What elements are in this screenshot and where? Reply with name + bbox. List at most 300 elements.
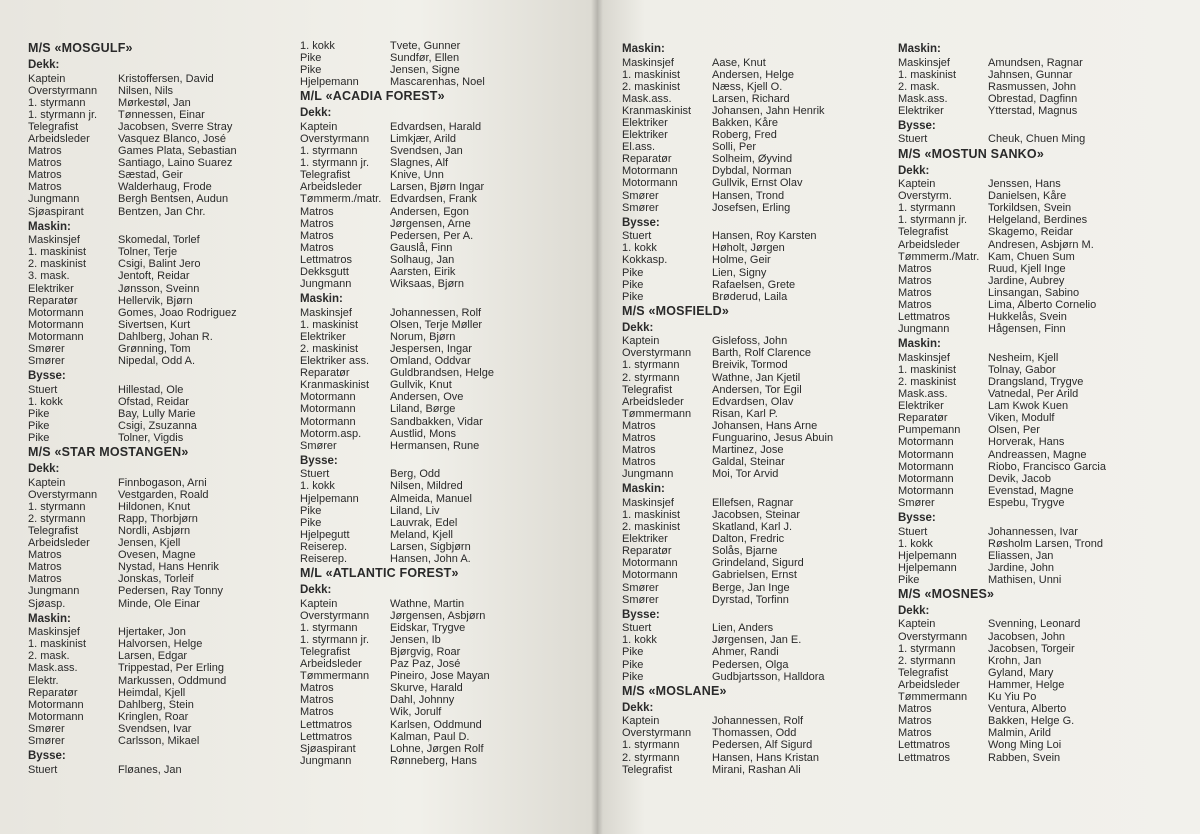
crew-row [622,727,880,739]
crew-column-2 [300,40,565,767]
crew-role: Smører [898,496,935,509]
crew-name: Edvardsen, Harald [390,120,482,133]
crew-row [898,550,1160,562]
crew-row [300,121,565,133]
crew-name: Jardine, Aubrey [988,274,1065,287]
crew-row [622,396,880,408]
crew-role: 1. kokk [300,480,335,493]
crew-name: Limkjær, Arild [390,132,457,145]
crew-row [28,650,283,662]
crew-row [622,764,880,776]
crew-role: Matros [28,561,62,574]
crew-role: Matros [898,286,932,299]
crew-row [28,549,283,561]
crew-row [300,517,565,529]
crew-row [300,367,565,379]
crew-role: Matros [300,241,334,254]
crew-role: Elektriker ass. [300,355,370,368]
section-heading: Dekk: [622,321,654,334]
crew-role: Pike [28,432,50,445]
crew-name: Jacobsen, Steinar [712,509,801,521]
crew-role: Overstyrmann [300,609,370,622]
crew-row [28,687,283,699]
crew-row [300,181,565,193]
crew-row [622,153,880,165]
crew-role: 1. styrmann [300,621,358,634]
crew-row [28,73,283,85]
crew-row [28,501,283,513]
crew-column-1 [28,40,283,776]
crew-row [622,659,880,671]
crew-role: 3. mask. [28,270,70,283]
crew-role: Motormann [898,460,954,473]
crew-role: 1. maskinist [28,246,87,259]
crew-role: Matros [300,694,334,707]
ship-block [898,586,1160,764]
crew-row [898,133,1160,145]
crew-role: Maskinsjef [622,496,674,509]
crew-name: Lauvrak, Edel [390,516,458,529]
crew-row [28,561,283,573]
crew-row [300,694,565,706]
crew-name: Malmin, Arild [988,727,1051,740]
crew-row [300,706,565,718]
crew-row [300,64,565,76]
crew-row [300,428,565,440]
crew-row [300,52,565,64]
crew-role: Motormann [300,403,356,416]
ship-block [300,88,565,565]
crew-name: Krohn, Jan [988,654,1042,667]
crew-role: Hjelpemann [898,549,957,562]
crew-role: Mask.ass. [898,388,948,401]
crew-row [622,57,880,69]
crew-name: Rafaelsen, Grete [712,278,796,291]
crew-row [28,169,283,181]
crew-row [622,165,880,177]
crew-name: Aase, Knut [712,56,766,69]
crew-row [300,331,565,343]
crew-name: Jardine, John [988,561,1055,574]
crew-name: Ventura, Alberto [988,703,1067,716]
crew-name: Nystad, Hans Henrik [118,561,219,574]
crew-row [300,403,565,415]
crew-role: Matros [898,299,932,311]
crew-role: Matros [622,456,656,469]
crew-role: Sjøaspirant [300,742,356,755]
crew-name: Kam, Chuen Sum [988,250,1075,263]
crew-role: Kaptein [622,715,660,728]
crew-row [300,553,565,565]
crew-row [300,493,565,505]
crew-name: Wong Ming Loi [988,739,1062,752]
crew-row [898,226,1160,238]
crew-role: Smører [622,593,659,606]
crew-role: Motormann [898,448,954,461]
crew-name: Wathne, Martin [390,597,465,610]
crew-role: Jungmann [622,468,674,481]
crew-row [300,634,565,646]
crew-name: Hansen, Trond [712,189,785,202]
crew-role: 2. maskinist [28,258,87,271]
crew-role: Motormann [622,177,678,190]
crew-name: Johansen, Jahn Henrik [712,104,825,117]
crew-role: Smører [622,201,659,214]
crew-name: Lima, Alberto Cornelio [988,299,1097,311]
crew-role: Lettmatros [300,253,352,266]
ship-title: M/S «MOSLANE» [622,683,727,698]
crew-name: Tolner, Vigdis [118,432,184,445]
crew-row [622,347,880,359]
crew-name: Amundsen, Ragnar [988,56,1083,69]
crew-row [28,85,283,97]
crew-role: Kaptein [300,597,338,610]
crew-name: Eidskar, Trygve [390,621,466,634]
crew-name: Johannessen, Rolf [712,715,804,728]
crew-name: Knive, Unn [390,169,444,182]
crew-row [300,743,565,755]
crew-name: Mirani, Rashan Ali [712,763,801,776]
crew-role: 2. maskinist [300,342,359,355]
crew-name: Edvardsen, Olav [712,395,794,408]
crew-name: Jørgensen, Arne [390,217,471,230]
crew-role: Elektriker [28,282,74,295]
crew-role: Pike [28,419,50,432]
section-heading: Bysse: [622,608,660,621]
crew-row [622,646,880,658]
crew-row [300,266,565,278]
section-heading: Bysse: [622,216,660,229]
crew-row [300,145,565,157]
crew-row [622,739,880,751]
crew-row [898,81,1160,93]
crew-role: Arbeidsleder [898,678,960,691]
ship-block [898,146,1160,586]
crew-name: Kristoffersen, David [118,72,214,85]
crew-role: 1. kokk [28,395,63,408]
crew-role: Mask.ass. [898,92,948,105]
crew-name: Lien, Anders [712,622,774,635]
crew-row [300,391,565,403]
crew-role: Matros [28,157,62,170]
crew-role: Telegrafist [300,645,351,658]
crew-name: Rønneberg, Hans [390,754,477,767]
crew-role: Pike [300,64,322,77]
crew-row [28,355,283,367]
crew-role: Pike [622,670,644,683]
crew-row [622,129,880,141]
crew-row [898,364,1160,376]
crew-row [300,355,565,367]
crew-role: Hjelpemann [898,561,957,574]
crew-role: Kranmaskinist [622,104,692,117]
crew-role: Reiserep. [300,540,348,553]
crew-row [28,513,283,525]
crew-name: Aarsten, Eirik [390,266,456,278]
crew-name: Hildonen, Knut [118,500,191,513]
crew-role: Telegrafist [898,226,949,239]
crew-row [898,562,1160,574]
crew-row [898,275,1160,287]
crew-role: Smører [28,735,65,747]
crew-row [28,537,283,549]
crew-row [28,420,283,432]
crew-row [622,545,880,557]
crew-name: Jensen, Signe [390,64,460,77]
crew-name: Tønnessen, Einar [118,108,205,121]
crew-name: Pedersen, Ray Tonny [118,585,223,598]
section-heading: Maskin: [300,293,343,306]
crew-name: Johannessen, Rolf [390,306,482,319]
crew-role: Stuert [28,763,58,776]
crew-name: Edvardsen, Frank [390,193,477,206]
crew-name: Andersen, Helge [712,68,794,81]
crew-role: Lettmatros [300,718,352,731]
crew-role: Overstyrmann [28,488,98,501]
crew-role: Elektriker [622,129,668,142]
crew-role: Matros [28,169,62,182]
section-heading: Maskin: [28,612,71,625]
crew-role: Overstyrmann [622,347,692,360]
crew-name: Kalman, Paul D. [390,730,470,743]
crew-row [622,141,880,153]
ship-block [300,40,565,88]
crew-name: Mørkestøl, Jan [118,96,191,109]
crew-row [300,416,565,428]
crew-role: Overstyrmann [898,630,968,643]
crew-role: Stuert [622,230,652,243]
crew-role: Pike [898,573,920,586]
crew-role: Pike [622,278,644,291]
crew-row [28,193,283,205]
crew-row [300,254,565,266]
crew-row [622,594,880,606]
crew-row [300,541,565,553]
crew-name: Sandbakken, Vidar [390,415,483,428]
crew-row [898,473,1160,485]
crew-row [898,739,1160,751]
crew-name: Berge, Jan Inge [712,581,790,594]
crew-row [28,121,283,133]
crew-name: Ofstad, Reidar [118,395,189,408]
crew-row [300,646,565,658]
crew-name: Larsen, Richard [712,92,790,105]
crew-name: Paz Paz, José [390,658,461,671]
crew-name: Skurve, Harald [390,682,463,695]
crew-role: 2. styrmann [622,751,680,764]
crew-role: Matros [898,703,932,716]
crew-name: Riobo, Francisco Garcia [988,460,1106,473]
crew-row [622,509,880,521]
crew-name: Gyland, Mary [988,666,1054,679]
crew-row [300,157,565,169]
crew-row [898,727,1160,739]
crew-role: Pike [622,658,644,671]
crew-row [898,69,1160,81]
crew-name: Jacobsen, Sverre Stray [118,120,233,133]
crew-name: Jacobsen, Torgeir [988,642,1075,655]
crew-name: Risan, Karl P. [712,407,778,420]
crew-row [300,307,565,319]
crew-row [28,711,283,723]
crew-name: Andreassen, Magne [988,448,1087,461]
crew-name: Vestgarden, Roald [118,488,209,501]
crew-row [300,682,565,694]
crew-name: Dalton, Fredric [712,533,785,546]
crew-name: Wathne, Jan Kjetil [712,371,801,384]
crew-role: Motormann [28,698,84,711]
crew-role: Matros [622,444,656,457]
crew-row [28,384,283,396]
crew-role: Stuert [898,133,928,146]
crew-name: Cheuk, Chuen Ming [988,133,1086,146]
crew-row [28,234,283,246]
crew-name: Liland, Børge [390,403,456,416]
ship-title: M/L «ACADIA FOREST» [300,89,445,104]
crew-name: Norum, Bjørn [390,330,456,343]
crew-row [898,105,1160,117]
crew-name: Jespersen, Ingar [390,342,472,355]
crew-row [300,379,565,391]
section-heading: Maskin: [622,43,665,55]
crew-row [898,388,1160,400]
crew-role: Elektriker [300,330,346,343]
crew-name: Dybdal, Norman [712,165,792,178]
crew-role: 2. maskinist [622,80,681,93]
crew-role: Matros [622,432,656,445]
ship-title: M/S «MOSTUN SANKO» [898,146,1044,161]
crew-name: Sundfør, Ellen [390,52,460,65]
crew-row [300,480,565,492]
crew-role: Smører [28,342,65,355]
crew-name: Torkildsen, Svein [988,202,1072,215]
crew-row [898,202,1160,214]
crew-role: 1. kokk [300,40,335,52]
crew-name: Johansen, Hans Arne [712,419,818,432]
crew-row [28,343,283,355]
crew-role: Matros [300,205,334,218]
crew-row [300,755,565,767]
crew-role: 2. styrmann [28,512,86,525]
crew-row [300,242,565,254]
crew-row [898,400,1160,412]
crew-row [28,283,283,295]
crew-row [28,573,283,585]
crew-role: El.ass. [622,141,656,154]
crew-name: Røsholm Larsen, Trond [988,537,1103,550]
crew-role: Maskinsjef [898,56,950,69]
crew-row [28,270,283,282]
crew-name: Galdal, Steinar [712,456,785,469]
crew-name: Pedersen, Alf Sigurd [712,739,813,752]
crew-row [28,331,283,343]
crew-name: Bergh Bentsen, Audun [118,193,229,206]
crew-name: Walderhaug, Frode [118,181,212,194]
crew-name: Jørgensen, Asbjørn [390,609,486,622]
crew-role: 1. styrmann jr. [300,157,370,170]
crew-name: Hansen, John A. [390,552,471,565]
crew-name: Larsen, Edgar [118,650,188,663]
crew-role: Tømmerm./matr. [300,193,382,206]
ship-block [28,444,283,776]
crew-role: Hjelpemann [300,76,359,89]
ship-block [622,683,880,776]
crew-name: Heimdal, Kjell [118,686,186,699]
crew-role: Kaptein [28,476,66,489]
crew-name: Rasmussen, John [988,80,1077,93]
crew-role: Motormann [300,415,356,428]
crew-row [898,703,1160,715]
crew-row [300,622,565,634]
ship-block [300,565,565,767]
crew-row [622,521,880,533]
crew-row [898,752,1160,764]
section-heading: Maskin: [28,220,71,233]
crew-role: Lettmatros [898,739,950,752]
crew-role: Arbeidsleder [898,238,960,251]
crew-row [622,384,880,396]
crew-role: Smører [28,722,65,735]
crew-role: Motormann [898,484,954,497]
crew-role: Lettmatros [898,311,950,324]
crew-name: Hellervik, Bjørn [118,294,193,307]
crew-name: Slagnes, Alf [390,157,449,170]
crew-row [622,279,880,291]
crew-row [28,598,283,610]
crew-name: Nesheim, Kjell [988,351,1059,364]
crew-name: Tolnay, Gabor [988,363,1056,376]
crew-role: Motormann [300,391,356,404]
crew-role: Stuert [28,383,58,396]
crew-name: Vasquez Blanco, José [118,132,227,145]
crew-name: Carlsson, Mikael [118,735,200,747]
crew-role: Matros [28,573,62,586]
crew-name: Almeida, Manuel [390,492,472,505]
crew-name: Skagemo, Reidar [988,226,1073,239]
crew-role: Kaptein [898,618,936,631]
crew-row [28,489,283,501]
crew-role: Lettmatros [898,751,950,764]
crew-name: Rapp, Thorbjørn [118,512,198,525]
crew-name: Jonskas, Torleif [118,573,194,586]
crew-row [898,574,1160,586]
crew-row [28,97,283,109]
crew-row [622,557,880,569]
crew-role: Tømmermann [300,670,370,683]
crew-name: Drangsland, Trygve [988,375,1084,388]
crew-role: Telegrafist [28,120,79,133]
crew-role: Overstyrmann [28,84,98,97]
crew-name: Skomedal, Torlef [118,234,200,247]
crew-role: 1. styrmann jr. [28,108,98,121]
crew-name: Andersen, Egon [390,205,469,218]
crew-name: Høholt, Jørgen [712,242,785,255]
crew-role: Motormann [622,569,678,582]
crew-row [300,505,565,517]
crew-role: Pike [300,52,322,65]
crew-role: Reparatør [898,412,948,425]
crew-name: Nipedal, Odd A. [118,355,196,368]
crew-name: Hansen, Roy Karsten [712,230,817,243]
crew-name: Karlsen, Oddmund [390,718,482,731]
crew-name: Gislefoss, John [712,335,788,348]
crew-row [300,76,565,88]
crew-name: Santiago, Laino Suarez [118,157,233,170]
crew-row [28,258,283,270]
crew-role: Smører [28,355,65,368]
crew-row [300,230,565,242]
crew-name: Gullvik, Ernst Olav [712,177,803,190]
